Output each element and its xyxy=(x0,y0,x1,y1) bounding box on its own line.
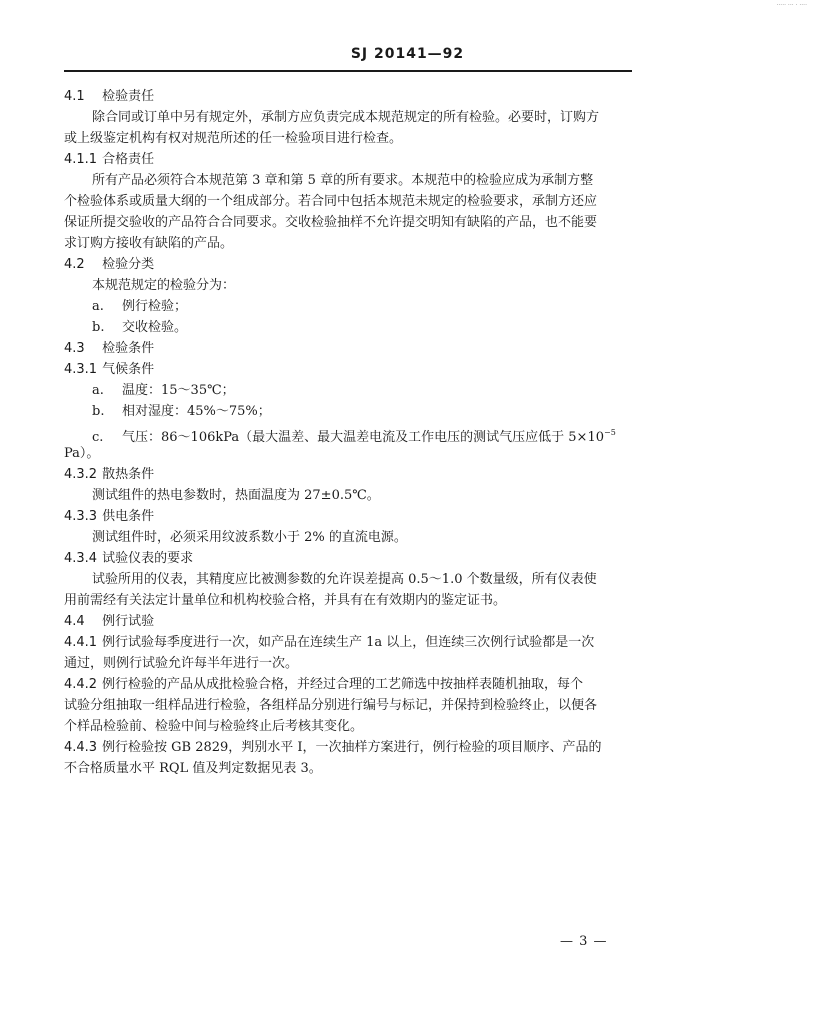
paragraph-line: 测试组件的热电参数时，热面温度为 27±0.5℃。 xyxy=(92,488,380,503)
section-number: 4.4.1 xyxy=(64,635,98,650)
section-number: 4.1.1 xyxy=(64,152,98,167)
list-item xyxy=(64,296,636,317)
paragraph-line: 试验所用的仪表，其精度应比被测参数的允许误差提高 0.5～1.0 个数量级，所有仪表使 xyxy=(92,572,597,587)
section-title: 供电条件 xyxy=(102,509,155,524)
section-number: 4.3.3 xyxy=(64,509,98,524)
list-marker: b. xyxy=(92,320,105,335)
paragraph-line: 所有产品必须符合本规范第 3 章和第 5 章的所有要求。本规范中的检验应成为承制方整 xyxy=(92,173,594,188)
section-number: 4.4.3 xyxy=(64,740,98,755)
paragraph-line: Pa）。 xyxy=(64,446,100,461)
section-number: 4.3.2 xyxy=(64,467,98,482)
section-number: 4.4.2 xyxy=(64,677,98,692)
list-marker: a. xyxy=(92,299,104,314)
section-title: 检验责任 xyxy=(102,89,155,104)
section-title: 合格责任 xyxy=(102,152,155,167)
section-4-2-heading xyxy=(64,254,636,275)
section-4-1-heading xyxy=(64,86,636,107)
section-title: 散热条件 xyxy=(102,467,155,482)
section-title: 试验仪表的要求 xyxy=(102,551,194,566)
section-4-4-1-line xyxy=(64,632,636,653)
paragraph-line: 个检验体系或质量大纲的一个组成部分。若合同中包括本规范未规定的检验要求，承制方还应 xyxy=(64,194,598,209)
section-4-3-4-heading xyxy=(64,548,636,569)
section-4-3-2-heading xyxy=(64,464,636,485)
list-item-text: 气压：86～106kPa（最大温差、最大温差电流及工作电压的测试气压应低于 5×10 xyxy=(122,430,604,445)
list-item-text: 相对湿度：45%～75%； xyxy=(122,404,271,419)
list-marker: b. xyxy=(92,404,105,419)
paragraph-text: 例行检验按 GB 2829，判别水平 Ⅰ，一次抽样方案进行，例行检验的项目顺序、产品的 xyxy=(102,740,602,755)
section-title: 检验分类 xyxy=(102,257,155,272)
body-content xyxy=(64,86,636,779)
paragraph-line: 试验分组抽取一组样品进行检验，各组样品分别进行编号与标记，并保持到检验终止，以便各 xyxy=(64,698,598,713)
paragraph-line: 不合格质量水平 RQL 值及判定数据见表 3。 xyxy=(64,761,322,776)
section-title: 气候条件 xyxy=(102,362,155,377)
paragraph-line: 除合同或订单中另有规定外，承制方应负责完成本规范规定的所有检验。必要时，订购方 xyxy=(92,110,600,125)
list-marker: a. xyxy=(92,383,104,398)
section-number: 4.3 xyxy=(64,341,85,356)
list-item-text: 例行检验； xyxy=(122,299,188,314)
section-4-3-3-heading xyxy=(64,506,636,527)
section-title: 例行试验 xyxy=(102,614,155,629)
section-4-3-1-heading xyxy=(64,359,636,380)
list-item xyxy=(64,317,636,338)
paragraph-line: 通过，则例行试验允许每半年进行一次。 xyxy=(64,656,299,671)
paragraph-line: 或上级鉴定机构有权对规范所述的任一检验项目进行检查。 xyxy=(64,131,403,146)
section-4-1-1-heading xyxy=(64,149,636,170)
section-4-3-heading xyxy=(64,338,636,359)
list-item xyxy=(64,401,636,422)
section-number: 4.3.1 xyxy=(64,362,98,377)
top-scan-mark: ····· ··· · ···· xyxy=(776,2,807,9)
paragraph-text: 例行试验每季度进行一次，如产品在连续生产 1a 以上，但连续三次例行试验都是一次 xyxy=(102,635,595,650)
paragraph-line: 测试组件时，必须采用纹波系数小于 2% 的直流电源。 xyxy=(92,530,407,545)
list-marker: c. xyxy=(92,430,104,445)
section-number: 4.3.4 xyxy=(64,551,98,566)
section-number: 4.2 xyxy=(64,257,85,272)
paragraph-line: 个样品检验前、检验中间与检验终止后考核其变化。 xyxy=(64,719,364,734)
list-item xyxy=(64,380,636,401)
page-number: — 3 — xyxy=(560,934,608,949)
section-number: 4.4 xyxy=(64,614,85,629)
paragraph-text: 例行检验的产品从成批检验合格，并经过合理的工艺筛选中按抽样表随机抽取，每个 xyxy=(102,677,584,692)
section-4-4-3-line xyxy=(64,737,636,758)
list-item-text: 温度：15～35℃； xyxy=(122,383,235,398)
section-number: 4.1 xyxy=(64,89,85,104)
paragraph-line: 求订购方接收有缺陷的产品。 xyxy=(64,236,234,251)
paragraph-line: 保证所提交验收的产品符合合同要求。交收检验抽样不允许提交明知有缺陷的产品，也不能要 xyxy=(64,215,598,230)
exponent: −5 xyxy=(603,428,616,437)
section-4-4-2-line xyxy=(64,674,636,695)
list-item-text: 交收检验。 xyxy=(122,320,188,335)
standard-number-header: SJ 20141—92 xyxy=(350,46,465,62)
paragraph-line: 本规范规定的检验分为： xyxy=(92,278,236,293)
paragraph-line: 用前需经有关法定计量单位和机构校验合格，并具有在有效期内的鉴定证书。 xyxy=(64,593,507,608)
section-title: 检验条件 xyxy=(102,341,155,356)
list-item xyxy=(64,422,636,443)
section-4-4-heading xyxy=(64,611,636,632)
header-rule xyxy=(64,70,632,72)
